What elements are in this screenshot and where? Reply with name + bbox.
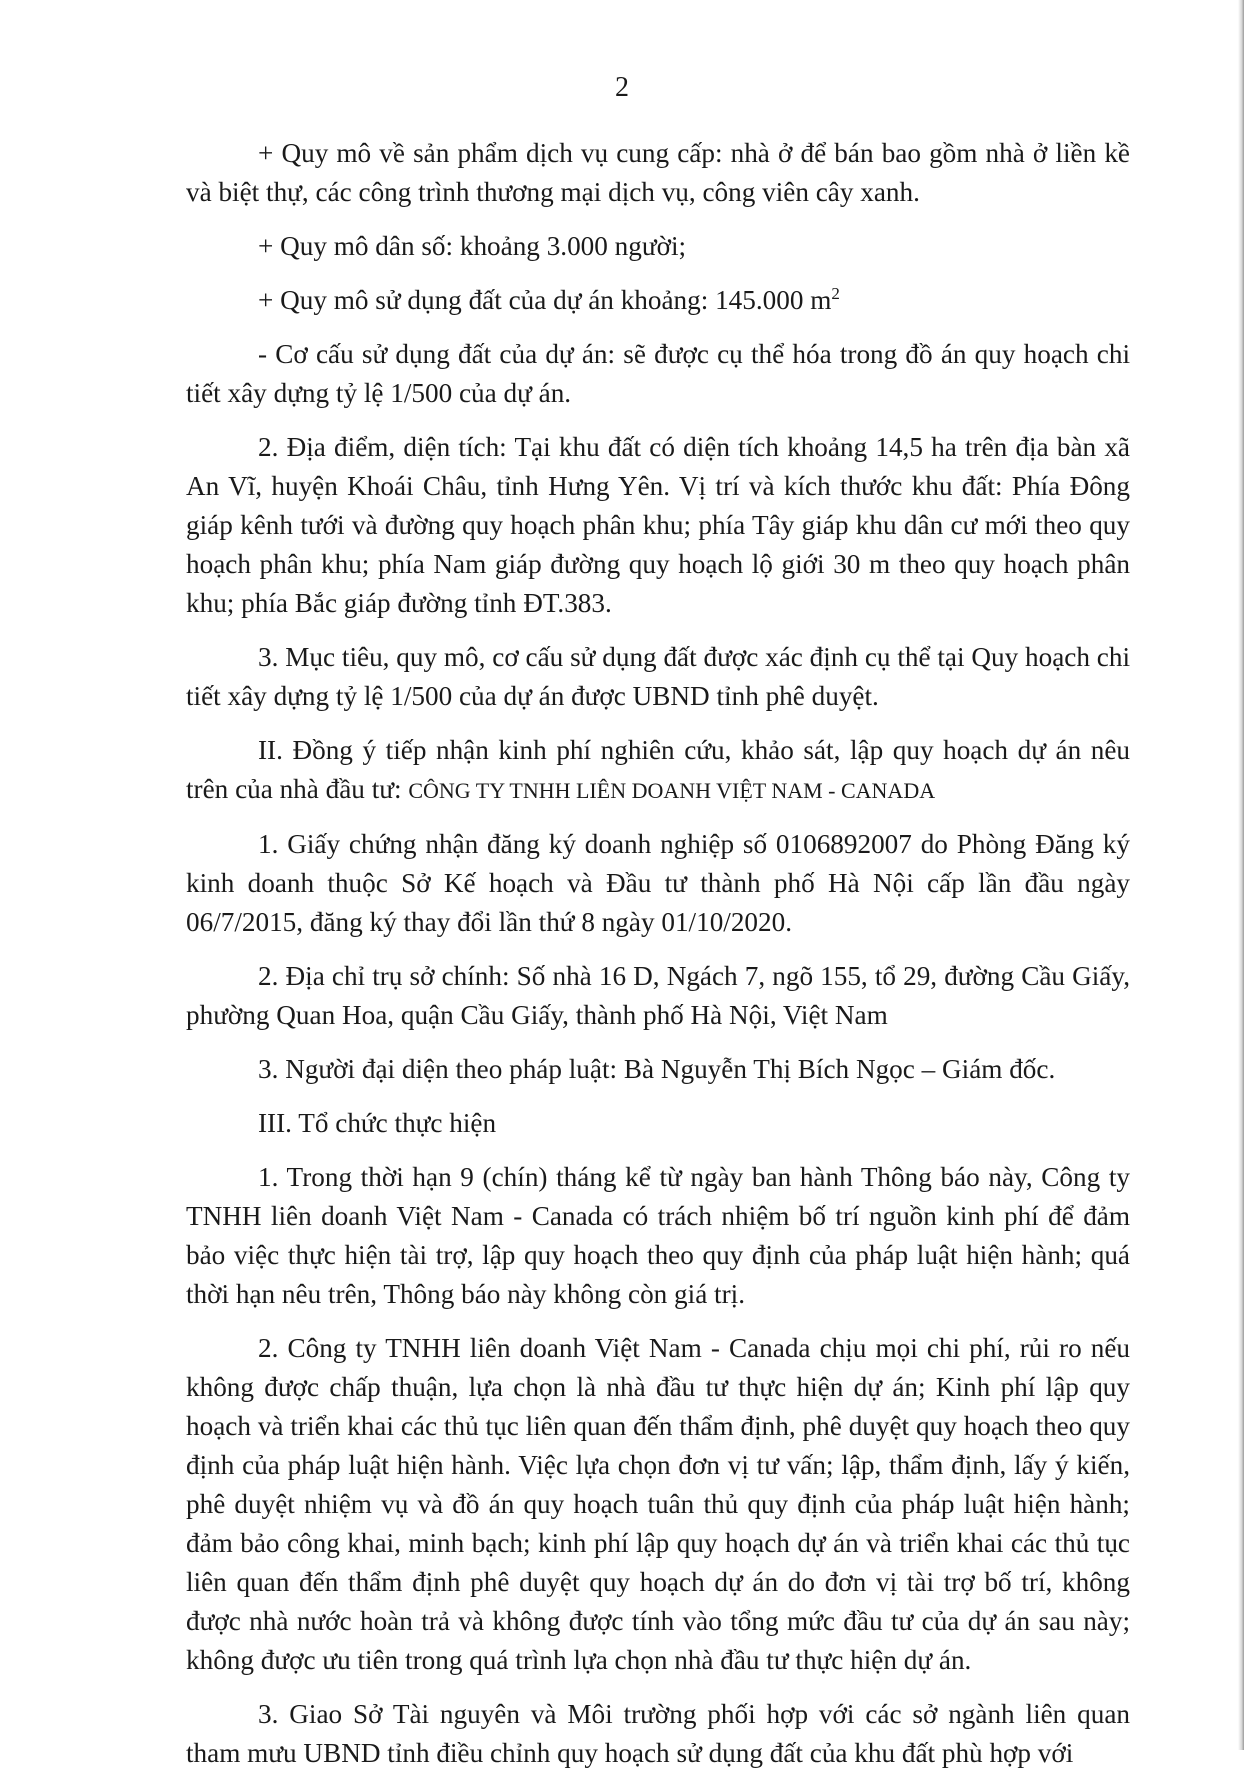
square-meter-superscript: 2 bbox=[831, 283, 840, 303]
paragraph-implementation-2: 2. Công ty TNHH liên doanh Việt Nam - Canada chịu mọi chi phí, rủi ro nếu không được chấp thuận, lựa chọn là nhà đầu tư thực hiện dự án; Kinh phí lập quy hoạch và triển khai các thủ tục liên quan đến thẩm định, phê duyệt quy hoạch theo quy định của pháp luật hiện hành. Việc lựa chọn đơn vị tư vấn; lập, thẩm định, lấy ý kiến, phê duyệt nhiệm vụ và đồ án quy hoạch tuân thủ quy định của pháp luật hiện hành; đảm bảo công khai, minh bạch; kinh phí lập quy hoạch dự án và triển khai các thủ tục liên quan đến thẩm định phê duyệt quy hoạch dự án do đơn vị tài trợ bố trí, không được nhà nước hoàn trả và không được tính vào tổng mức đầu tư của dự án sau này; không được ưu tiên trong quá trình lựa chọn nhà đầu tư thực hiện dự án. bbox=[186, 1333, 1130, 1675]
document-body bbox=[186, 134, 1130, 1788]
paragraph-implementation-1: 1. Trong thời hạn 9 (chín) tháng kể từ ngày ban hành Thông báo này, Công ty TNHH liên doanh Việt Nam - Canada có trách nhiệm bố trí nguồn kinh phí để đảm bảo việc thực hiện tài trợ, lập quy hoạch theo quy định của pháp luật hiện hành; quá thời hạn nêu trên, Thông báo này không còn giá trị. bbox=[186, 1162, 1130, 1309]
section-ii-text: II. Đồng ý tiếp nhận kinh phí nghiên cứu, khảo sát, lập quy hoạch dự án nêu trên của nhà đầu tư: bbox=[186, 735, 1130, 804]
paragraph-land-use-structure: - Cơ cấu sử dụng đất của dự án: sẽ được cụ thể hóa trong đồ án quy hoạch chi tiết xây dựng tỷ lệ 1/500 của dự án. bbox=[186, 339, 1130, 408]
land-use-scale-text: + Quy mô sử dụng đất của dự án khoảng: 145.000 m bbox=[258, 285, 832, 315]
scan-edge-shadow bbox=[1238, 0, 1244, 1750]
investor-name: CÔNG TY TNHH LIÊN DOANH VIỆT NAM - CANADA bbox=[408, 778, 936, 803]
paragraph-head-office: 2. Địa chỉ trụ sở chính: Số nhà 16 D, Ngách 7, ngõ 155, tổ 29, đường Cầu Giấy, phường Quan Hoa, quận Cầu Giấy, thành phố Hà Nội, Việt Nam bbox=[186, 961, 1130, 1030]
paragraph-objectives: 3. Mục tiêu, quy mô, cơ cấu sử dụng đất được xác định cụ thể tại Quy hoạch chi tiết xây dựng tỷ lệ 1/500 của dự án được UBND tỉnh phê duyệt. bbox=[186, 642, 1130, 711]
paragraph-implementation-3: 3. Giao Sở Tài nguyên và Môi trường phối hợp với các sở ngành liên quan tham mưu UBND tỉnh điều chỉnh quy hoạch sử dụng đất của khu đất phù hợp với bbox=[186, 1699, 1130, 1768]
paragraph-location-area: 2. Địa điểm, diện tích: Tại khu đất có diện tích khoảng 14,5 ha trên địa bàn xã An Vĩ, huyện Khoái Châu, tỉnh Hưng Yên. Vị trí và kích thước khu đất: Phía Đông giáp kênh tưới và đường quy hoạch phân khu; phía Tây giáp khu dân cư mới theo quy hoạch phân khu; phía Nam giáp đường quy hoạch lộ giới 30 m theo quy hoạch phân khu; phía Bắc giáp đường tỉnh ĐT.383. bbox=[186, 432, 1130, 618]
paragraph-section-ii bbox=[186, 731, 1130, 810]
paragraph-business-registration: 1. Giấy chứng nhận đăng ký doanh nghiệp số 0106892007 do Phòng Đăng ký kinh doanh thuộc Sở Kế hoạch và Đầu tư thành phố Hà Nội cấp lần đầu ngày 06/7/2015, đăng ký thay đổi lần thứ 8 ngày 01/10/2020. bbox=[186, 829, 1130, 937]
paragraph-land-use-scale bbox=[186, 281, 1130, 320]
page-number: 2 bbox=[615, 72, 629, 103]
heading-section-iii: III. Tổ chức thực hiện bbox=[258, 1108, 497, 1138]
paragraph-product-scale: + Quy mô về sản phẩm dịch vụ cung cấp: nhà ở để bán bao gồm nhà ở liền kề và biệt thự, các công trình thương mại dịch vụ, công viên cây xanh. bbox=[186, 138, 1130, 207]
paragraph-legal-representative: 3. Người đại diện theo pháp luật: Bà Nguyễn Thị Bích Ngọc – Giám đốc. bbox=[258, 1054, 1056, 1084]
paragraph-population-scale: + Quy mô dân số: khoảng 3.000 người; bbox=[258, 231, 687, 261]
